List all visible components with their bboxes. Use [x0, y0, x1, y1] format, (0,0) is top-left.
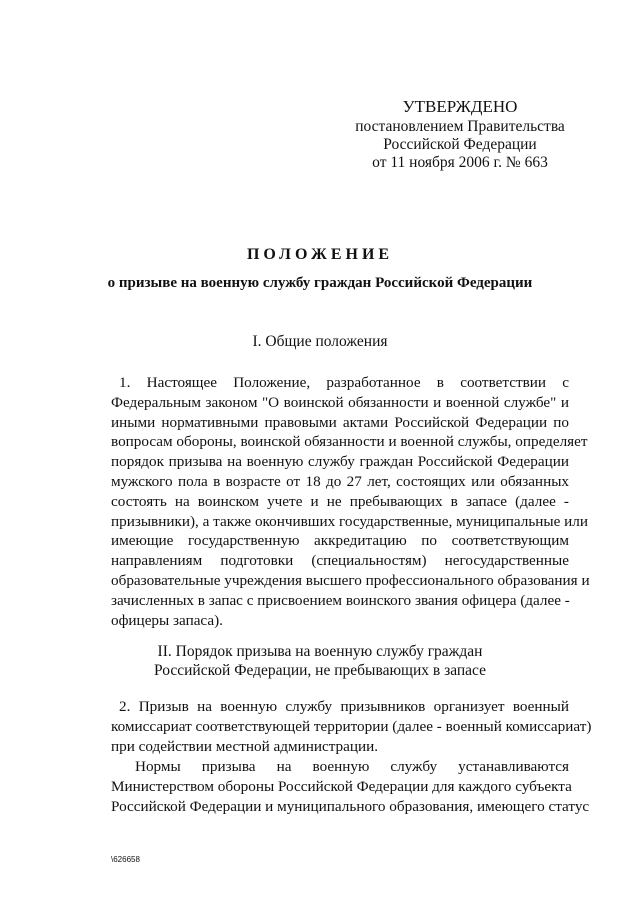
paragraph-line: Федеральным законом "О воинской обязанности и военной службе" и	[111, 393, 569, 411]
section-heading-line: II. Порядок призыва на военную службу граждан	[157, 643, 483, 660]
approval-line: от 11 ноября 2006 г. № 663	[372, 154, 548, 171]
paragraph-line: Министерством обороны Российской Федерации для каждого субъекта	[111, 777, 572, 795]
section-heading-line: I. Общие положения	[252, 333, 388, 350]
paragraph-1	[111, 373, 590, 630]
section-heading-general	[0, 332, 640, 351]
paragraph-line: направлениям подготовки (специальностям) негосударственные	[111, 552, 569, 570]
approval-line: постановлением Правительства	[355, 118, 565, 135]
paragraph-line: состоять на воинском учете и не пребывающих в запасе (далее -	[111, 492, 569, 510]
paragraph-line: мужского пола в возрасте от 18 до 27 лет, состоящих или обязанных	[111, 472, 569, 490]
paragraph-line: порядок призыва на военную службу граждан Российской Федерации	[111, 453, 569, 471]
paragraph-line: иными нормативными правовыми актами Российской Федерации по	[111, 413, 569, 431]
approval-heading: УТВЕРЖДЕНО	[402, 97, 518, 116]
paragraph-3	[111, 757, 590, 816]
paragraph-line: 1. Настоящее Положение, разработанное в соответствии с	[119, 374, 569, 391]
paragraph-line: призывники), а также окончивших государственные, муниципальные или	[111, 512, 589, 530]
paragraph-2	[111, 697, 592, 756]
approval-block	[330, 98, 590, 172]
section-heading-line: Российской Федерации, не пребывающих в запасе	[153, 662, 487, 679]
paragraph-line: зачисленных в запас с присвоением воинского звания офицера (далее -	[111, 591, 570, 609]
paragraph-line: Нормы призыва на военную службу устанавливаются	[135, 758, 569, 775]
paragraph-line: образовательные учреждения высшего профессионального образования и	[111, 571, 590, 589]
paragraph-line: офицеры запаса).	[111, 611, 223, 629]
paragraph-line: комиссариат соответствующей территории (далее - военный комиссариат)	[111, 717, 592, 735]
document-title: ПОЛОЖЕНИЕ	[246, 246, 394, 263]
paragraph-line: при содействии местной администрации.	[111, 737, 379, 755]
paragraph-line: имеющие государственную аккредитацию по соответствующим	[111, 532, 569, 550]
paragraph-line: 2. Призыв на военную службу призывников организует военный	[119, 698, 569, 715]
section-heading-conscription	[0, 642, 640, 680]
document-subtitle: о призыве на военную службу граждан Российской Федерации	[107, 275, 533, 291]
approval-line: Российской Федерации	[383, 136, 537, 153]
paragraph-line: вопросам обороны, воинской обязанности и военной службы, определяет	[111, 433, 588, 451]
document-code: \626658	[111, 855, 140, 864]
paragraph-line: Российской Федерации и муниципального образования, имеющего статус	[111, 797, 590, 815]
